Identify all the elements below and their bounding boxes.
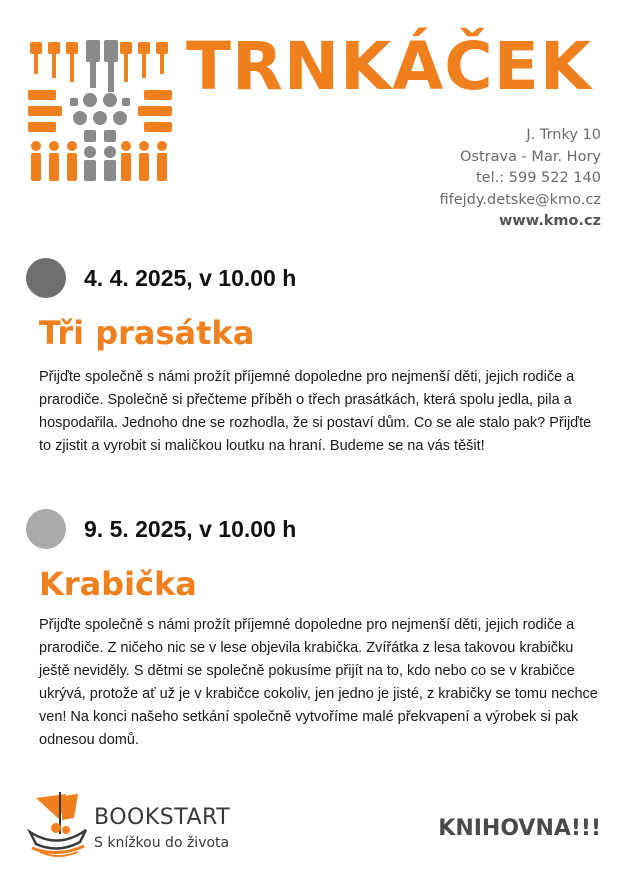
brand-title: TRNKÁČEK bbox=[186, 28, 592, 105]
address-city: Ostrava - Mar. Hory bbox=[460, 148, 601, 165]
event-2-date: 9. 5. 2025, v 10.00 h bbox=[84, 516, 297, 542]
event-2-title: Krabička bbox=[39, 565, 197, 603]
event-2-dot bbox=[26, 509, 66, 549]
bookstart-tagline: S knížkou do života bbox=[94, 835, 230, 851]
address-email[interactable]: fifejdy.detske@kmo.cz bbox=[439, 191, 601, 208]
library-address bbox=[439, 125, 601, 233]
event-1-title: Tři prasátka bbox=[39, 314, 255, 352]
bookstart-name: BOOKSTART bbox=[94, 805, 231, 830]
event-1-dot bbox=[26, 258, 66, 298]
event-1-date: 4. 4. 2025, v 10.00 h bbox=[84, 265, 297, 291]
bookstart-ship-logo bbox=[26, 790, 90, 858]
knihovna-label: KNIHOVNA!!! bbox=[438, 816, 601, 841]
event-1-text: Přijďte společně s námi prožít příjemné dopoledne pro nejmenší děti, jejich rodiče a prarodiče. Společně si přečteme příběh o třech prasátkách, která spolu jedla, pila a hospodařila. Jednoho dne se rozhodla, že si postaví dům. Co se ale stalo pak? Přijďte to zjistit a vyrobit si maličkou loutku na hraní. Budeme se na vás těšit! bbox=[39, 369, 592, 454]
people-grid-logo bbox=[26, 38, 174, 183]
address-phone: tel.: 599 522 140 bbox=[476, 170, 601, 186]
address-street: J. Trnky 10 bbox=[526, 127, 601, 143]
event-2-text: Přijďte společně s námi prožít příjemné dopoledne pro nejmenší děti, jejich rodiče a prarodiče. Z ničeho nic se v lese objevila krabička. Zvířátka z lesa takovou krabičku ještě neviděly. S dětmi se společně pokusíme přijít na to, kdo nebo co se v krabičce ukrývá, protože ať už je v krabičce cokoliv, jen jedno je jisté, z krabičky se tomu nechce ven! Na konci našeho setkání společně vytvoříme malé překvapení a výrobek si pak odnesou domů. bbox=[39, 617, 598, 748]
address-web[interactable]: www.kmo.cz bbox=[498, 213, 601, 229]
